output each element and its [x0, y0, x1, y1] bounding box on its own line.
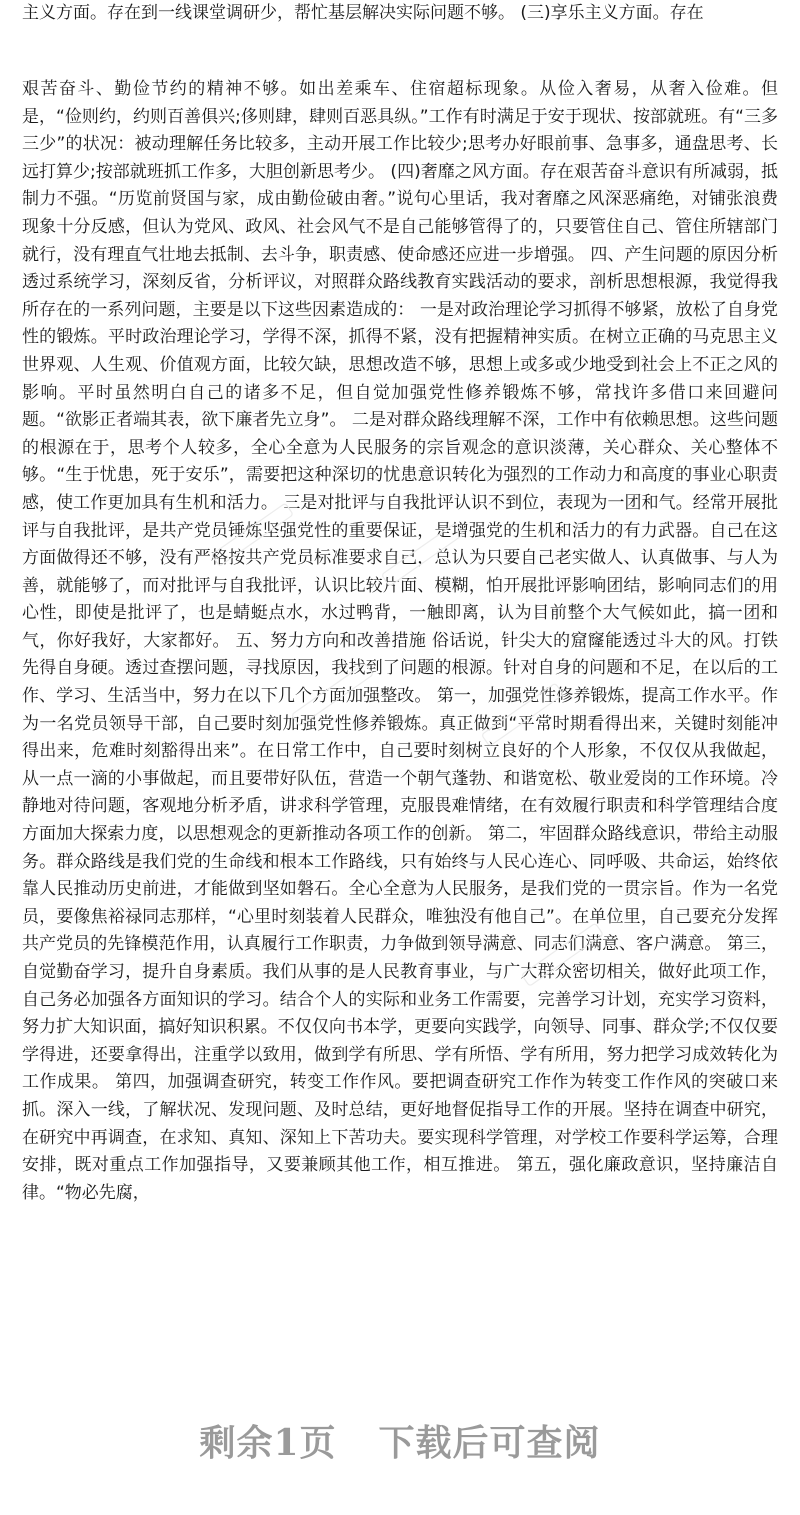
remaining-pages-label: 剩余1页	[199, 1421, 337, 1464]
download-hint-label: 下载后可查阅	[378, 1421, 601, 1464]
download-footer	[0, 1395, 800, 1485]
previous-page-last-line: 主义方面。存在到一线课堂调研少，帮忙基层解决实际问题不够。 (三)享乐主义方面。存在	[22, 3, 704, 23]
document-body	[22, 76, 778, 1326]
page-break	[0, 40, 800, 72]
body-paragraph: 艰苦奋斗、勤俭节约的精神不够。如出差乘车、住宿超标现象。从俭入奢易，从奢入俭难。但是，“俭则约，约则百善俱兴;侈则肆，肆则百恶具纵。”工作有时满足于安于现状、按部就班。有“三多三少”的状况：被动理解任务比较多，主动开展工作比较少;思考办好眼前事、急事多，通盘思考、长远打算少;按部就班抓工作多，大胆创新思考少。 (四)奢靡之风方面。存在艰苦奋斗意识有所减弱，抵制力不强。“历览前贤国与家，成由勤俭破由奢。”说句心里话，我对奢靡之风深恶痛绝，对铺张浪费现象十分反感，但认为党风、政风、社会风气不是自己能够管得了的，只要管住自己、管住所辖部门就行，没有理直气壮地去抵制、去斗争，职责感、使命感还应进一步增强。 四、产生问题的原因分析 透过系统学习，深刻反省，分析评议，对照群众路线教育实践活动的要求，剖析思想根源，我觉得我所存在的一系列问题，主要是以下这些因素造成的： 一是对政治理论学习抓得不够紧，放松了自身党性的锻炼。平时政治理论学习，学得不深，抓得不紧，没有把握精神实质。在树立正确的马克思主义世界观、人生观、价值观方面，比较欠缺，思想改造不够，思想上或多或少地受到社会上不正之风的影响。平时虽然明白自己的诸多不足，但自觉加强党性修养锻炼不够，常找许多借口来回避问题。“欲影正者端其表，欲下廉者先立身”。 二是对群众路线理解不深，工作中有依赖思想。这些问题的根源在于，思考个人较多，全心全意为人民服务的宗旨观念的意识淡薄，关心群众、关心整体不够。“生于忧患，死于安乐”，需要把这种深切的忧患意识转化为强烈的工作动力和高度的事业心职责感，使工作更加具有生机和活力。 三是对批评与自我批评认识不到位，表现为一团和气。经常开展批评与自我批评，是共产党员锤炼坚强党性的重要保证，是增强党的生机和活力的有力武器。自己在这方面做得还不够，没有严格按共产党员标准要求自己，总认为只要自己老实做人、认真做事、与人为善，就能够了，而对批评与自我批评，认识比较片面、模糊，怕开展批评影响团结，影响同志们的用心性，即使是批评了，也是蜻蜓点水，水过鸭背，一触即离，认为目前整个大气候如此，搞一团和气，你好我好，大家都好。 五、努力方向和改善措施 俗话说，针尖大的窟窿能透过斗大的风。打铁先得自身硬。透过查摆问题，寻找原因，我找到了问题的根源。针对自身的问题和不足，在以后的工作、学习、生活当中，努力在以下几个方面加强整改。 第一，加强党性修养锻炼，提高工作水平。作为一名党员领导干部，自己要时刻加强党性修养锻炼。真正做到“平常时期看得出来，关键时刻能冲得出来，危难时刻豁得出来”。在日常工作中，自己要时刻树立良好的个人形象，不仅仅从我做起，从一点一滴的小事做起，而且要带好队伍，营造一个朝气蓬勃、和谐宽松、敬业爱岗的工作环境。冷静地对待问题，客观地分析矛盾，讲求科学管理，克服畏难情绪，在有效履行职责和科学管理结合度方面加大探索力度，以思想观念的更新推动各项工作的创新。 第二，牢固群众路线意识，带给主动服务。群众路线是我们党的生命线和根本工作路线，只有始终与人民心连心、同呼吸、共命运，始终依靠人民推动历史前进，才能做到坚如磐石。全心全意为人民服务，是我们党的一贯宗旨。作为一名党员，要像焦裕禄同志那样，“心里时刻装着人民群众，唯独没有他自己”。在单位里，自己要充分发挥共产党员的先锋模范作用，认真履行工作职责，力争做到领导满意、同志们满意、客户满意。 第三，自觉勤奋学习，提升自身素质。我们从事的是人民教育事业，与广大群众密切相关，做好此项工作，自己务必加强各方面知识的学习。结合个人的实际和业务工作需要，完善学习计划，充实学习资料，努力扩大知识面，搞好知识积累。不仅仅向书本学，更要向实践学，向领导、同事、群众学;不仅仅要学得进，还要拿得出，注重学以致用，做到学有所思、学有所悟、学有所用，努力把学习成效转化为工作成果。 第四，加强调查研究，转变工作作风。要把调查研究工作作为转变工作作风的突破口来抓。深入一线，了解状况、发现问题、及时总结，更好地督促指导工作的开展。坚持在调查中研究，在研究中再调查，在求知、真知、深知上下苦功夫。要实现科学管理，对学校工作要科学运筹，合理安排，既对重点工作加强指导，又要兼顾其他工作，相互推进。 第五，强化廉政意识，坚持廉洁自律。“物必先腐，	[22, 79, 778, 1203]
previous-page-fragment	[0, 0, 800, 40]
